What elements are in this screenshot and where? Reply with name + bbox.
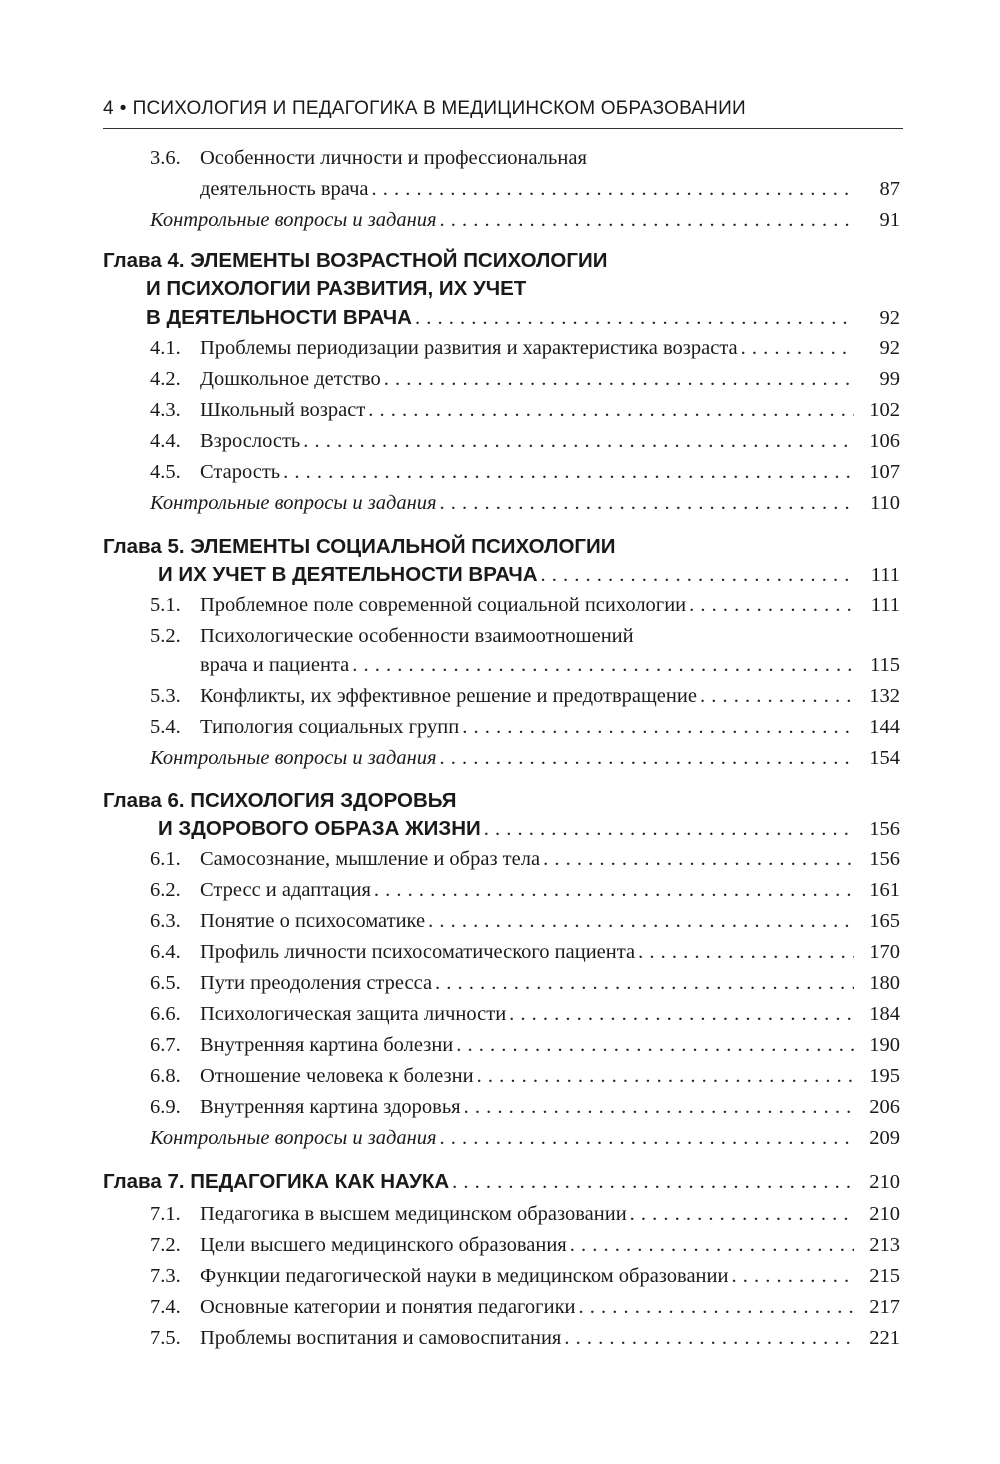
chapter-4-heading-line1[interactable] [103,247,900,275]
dot-leader [543,844,854,875]
dot-leader [689,590,854,621]
page-number: 210 [869,1203,900,1225]
chapter-title: Глава 4. ЭЛЕМЕНТЫ ВОЗРАСТНОЙ ПСИХОЛОГИИ [103,249,608,272]
chapter-title-cont: И ЗДОРОВОГО ОБРАЗА ЖИЗНИ [158,817,481,840]
section-title: Педагогика в высшем медицинском образовании [200,1203,627,1225]
dot-leader [462,712,854,743]
dot-leader [440,1123,854,1154]
dot-leader [464,1092,854,1123]
dot-leader [638,937,854,968]
toc-entry-6-4[interactable] [150,937,900,968]
chapter-4-heading-line3[interactable] [146,304,900,332]
header-page-number: 4 [103,98,114,119]
dot-leader [440,743,854,774]
toc-entry-control-questions-5[interactable] [150,743,900,774]
dot-leader [484,815,854,843]
page-number: 221 [869,1327,900,1349]
page-number: 106 [869,430,900,452]
chapter-4-heading-line2[interactable] [146,275,900,303]
section-title: Основные категории и понятия педагогики [200,1296,576,1318]
page-number: 144 [869,716,900,738]
section-number: 6.4. [150,941,181,963]
page-number: 92 [879,337,900,359]
page-number: 184 [869,1003,900,1025]
section-number: 6.1. [150,848,181,870]
control-questions-label: Контрольные вопросы и задания [150,492,437,514]
section-title: Взрослость [200,430,301,452]
chapter-title: Глава 6. ПСИХОЛОГИЯ ЗДОРОВЬЯ [103,789,457,812]
toc-entry-3-6-line2[interactable] [200,174,900,205]
toc-entry-4-5[interactable] [150,457,900,488]
section-title: Особенности личности и профессиональная [200,147,587,169]
control-questions-label: Контрольные вопросы и задания [150,209,437,231]
dot-leader [435,968,854,999]
page-number: 91 [879,209,900,231]
toc-entry-control-questions-6[interactable] [150,1123,900,1154]
page-number: 115 [870,654,900,676]
page-number: 111 [870,594,900,616]
page-number: 107 [869,461,900,483]
page-number: 206 [869,1096,900,1118]
toc-entry-6-9[interactable] [150,1092,900,1123]
dot-leader [456,1030,854,1061]
section-title: Дошкольное детство [200,368,381,390]
section-number: 3.6. [150,147,181,169]
page-number: 87 [879,178,900,200]
control-questions-label: Контрольные вопросы и задания [150,1127,437,1149]
toc-entry-5-2-line2[interactable] [200,650,900,681]
toc-entry-6-1[interactable] [150,844,900,875]
section-title: Стресс и адаптация [200,879,371,901]
dot-leader [283,457,854,488]
toc-entry-4-1[interactable] [150,333,900,364]
page-number: 180 [869,972,900,994]
section-title: Школьный возраст [200,399,366,421]
toc-entry-7-5[interactable] [150,1323,900,1354]
toc-entry-7-1[interactable] [150,1199,900,1230]
section-title: Проблемы периодизации развития и характеристика возраста [200,337,738,359]
running-header [103,98,903,129]
section-title: Пути преодоления стресса [200,972,433,994]
section-title-cont: врача и пациента [200,654,350,676]
toc-entry-6-7[interactable] [150,1030,900,1061]
chapter-5-heading-line1[interactable] [103,533,900,561]
section-title: Внутренняя картина болезни [200,1034,454,1056]
section-title: Цели высшего медицинского образования [200,1234,567,1256]
chapter-title-cont: И ИХ УЧЕТ В ДЕЯТЕЛЬНОСТИ ВРАЧА [158,563,538,586]
toc-entry-5-4[interactable] [150,712,900,743]
page-number: 165 [869,910,900,932]
toc-entry-7-4[interactable] [150,1292,900,1323]
section-title: Профиль личности психосоматического пациента [200,941,636,963]
section-number: 5.1. [150,594,181,616]
dot-leader [570,1230,854,1261]
chapter-title-cont: В ДЕЯТЕЛЬНОСТИ ВРАЧА [146,306,412,329]
header-bullet: • [119,98,127,119]
section-number: 6.5. [150,972,181,994]
page-number: 210 [869,1171,900,1193]
page-number: 190 [869,1034,900,1056]
page-number: 209 [869,1127,900,1149]
chapter-6-heading-line1[interactable] [103,787,900,815]
section-title: Отношение человека к болезни [200,1065,474,1087]
page-number: 170 [869,941,900,963]
dot-leader [415,304,854,332]
toc-entry-6-5[interactable] [150,968,900,999]
section-number: 5.3. [150,685,181,707]
section-number: 5.4. [150,716,181,738]
section-number: 6.9. [150,1096,181,1118]
section-title: Проблемное поле современной социальной психологии [200,594,687,616]
section-number: 7.2. [150,1234,181,1256]
chapter-7-heading[interactable] [103,1168,900,1196]
page-number: 161 [869,879,900,901]
page-number: 132 [869,685,900,707]
section-title: Психологические особенности взаимоотношений [200,625,634,647]
chapter-title: Глава 5. ЭЛЕМЕНТЫ СОЦИАЛЬНОЙ ПСИХОЛОГИИ [103,535,616,558]
section-number: 4.5. [150,461,181,483]
toc-entry-5-1[interactable] [150,590,900,621]
section-number: 4.3. [150,399,181,421]
section-number: 5.2. [150,625,181,647]
dot-leader [477,1061,854,1092]
control-questions-label: Контрольные вопросы и задания [150,747,437,769]
dot-leader [541,561,854,589]
dot-leader [303,426,854,457]
section-title: Самосознание, мышление и образ тела [200,848,541,870]
toc-entry-3-6-line1[interactable] [150,143,900,174]
dot-leader [579,1292,855,1323]
section-number: 7.5. [150,1327,181,1349]
section-title: Понятие о психосоматике [200,910,426,932]
dot-leader [384,364,854,395]
section-title: Типология социальных групп [200,716,460,738]
section-title: Внутренняя картина здоровья [200,1096,461,1118]
section-number: 7.4. [150,1296,181,1318]
page-number: 156 [869,848,900,870]
section-title-cont: деятельность врача [200,178,369,200]
toc-entry-7-2[interactable] [150,1230,900,1261]
chapter-title-cont: И ПСИХОЛОГИИ РАЗВИТИЯ, ИХ УЧЕТ [146,277,527,300]
dot-leader [368,395,854,426]
section-title: Конфликты, их эффективное решение и предотвращение [200,685,697,707]
header-title: ПСИХОЛОГИЯ И ПЕДАГОГИКА В МЕДИЦИНСКОМ ОБРАЗОВАНИИ [132,98,746,119]
page-number: 154 [869,747,900,769]
toc-entry-5-3[interactable] [150,681,900,712]
dot-leader [428,906,854,937]
toc-entry-6-3[interactable] [150,906,900,937]
dot-leader [371,174,854,205]
section-number: 6.6. [150,1003,181,1025]
page-number: 213 [869,1234,900,1256]
section-title: Проблемы воспитания и самовоспитания [200,1327,562,1349]
dot-leader [509,999,854,1030]
section-title: Старость [200,461,281,483]
toc-entry-7-3[interactable] [150,1261,900,1292]
toc-entry-6-6[interactable] [150,999,900,1030]
section-number: 6.8. [150,1065,181,1087]
dot-leader [352,650,854,681]
dot-leader [374,875,854,906]
dot-leader [731,1261,854,1292]
section-number: 7.1. [150,1203,181,1225]
toc-entry-control-questions-4[interactable] [150,488,900,519]
page-number: 217 [869,1296,900,1318]
dot-leader [741,333,854,364]
page-number: 110 [870,492,900,514]
toc-entry-4-2[interactable] [150,364,900,395]
page-number: 111 [870,564,900,586]
section-title: Психологическая защита личности [200,1003,507,1025]
section-number: 4.4. [150,430,181,452]
chapter-6-heading-line2[interactable] [158,815,900,843]
dot-leader [700,681,854,712]
page-number: 215 [869,1265,900,1287]
section-title: Функции педагогической науки в медицинском образовании [200,1265,729,1287]
page-number: 195 [869,1065,900,1087]
section-number: 6.3. [150,910,181,932]
toc-entry-4-3[interactable] [150,395,900,426]
dot-leader [630,1199,854,1230]
page-number: 92 [879,307,900,329]
chapter-5-heading-line2[interactable] [158,561,900,589]
toc-entry-control-questions-3[interactable] [150,205,900,236]
dot-leader [440,488,854,519]
toc-entry-4-4[interactable] [150,426,900,457]
section-number: 4.1. [150,337,181,359]
page-number: 156 [869,818,900,840]
dot-leader [564,1323,854,1354]
toc-entry-6-2[interactable] [150,875,900,906]
dot-leader [440,205,854,236]
chapter-title: Глава 7. ПЕДАГОГИКА КАК НАУКА [103,1170,450,1193]
toc-entry-6-8[interactable] [150,1061,900,1092]
page-number: 102 [869,399,900,421]
toc-entry-5-2-line1[interactable] [150,621,900,652]
section-number: 7.3. [150,1265,181,1287]
page-number: 99 [879,368,900,390]
section-number: 6.2. [150,879,181,901]
section-number: 4.2. [150,368,181,390]
section-number: 6.7. [150,1034,181,1056]
dot-leader [452,1168,854,1196]
